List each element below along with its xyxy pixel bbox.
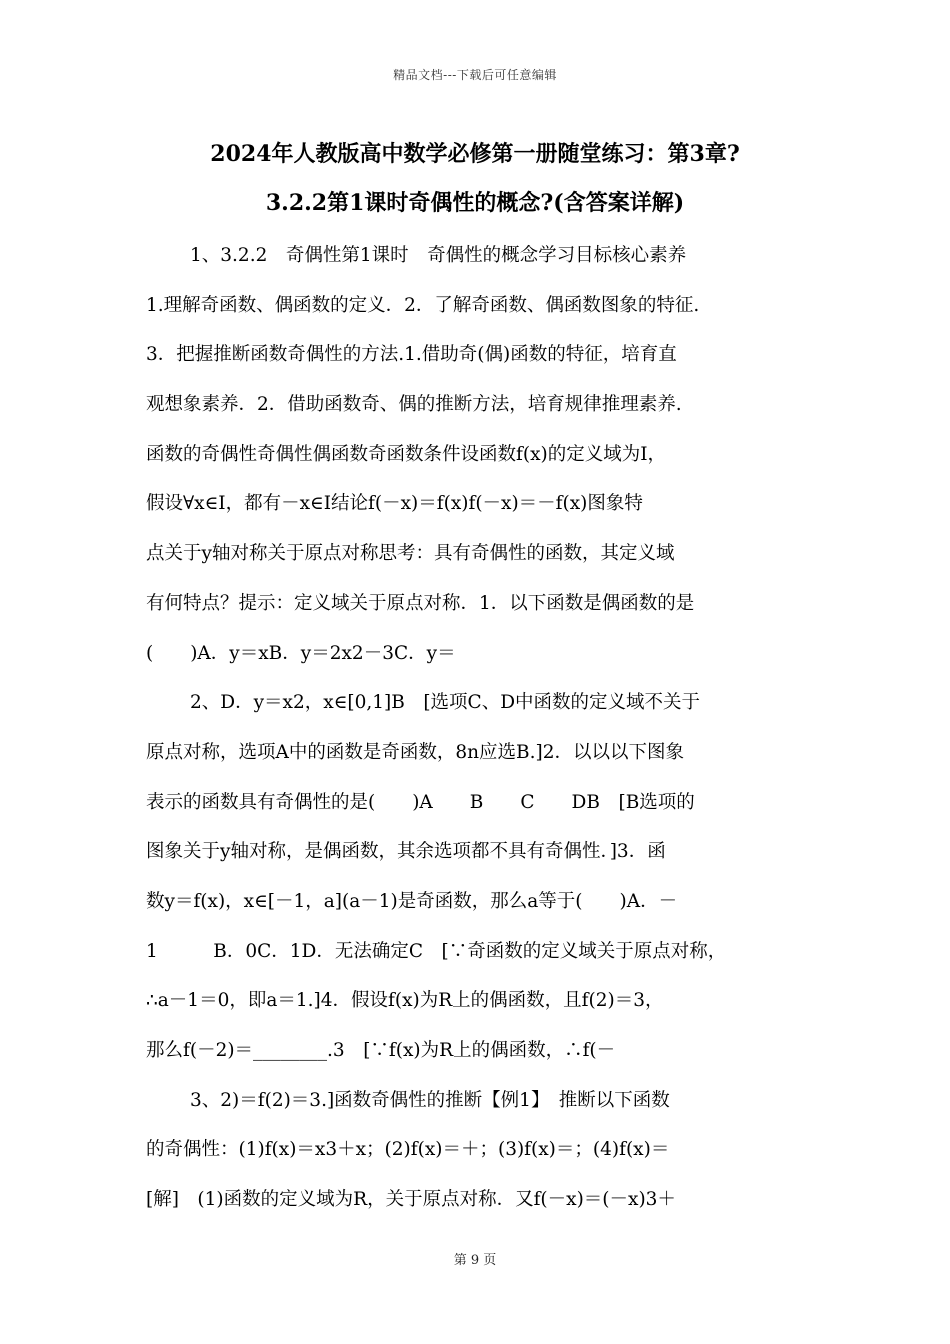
body-line: 点关于y轴对称关于原点对称思考：具有奇偶性的函数，其定义域 [146,543,675,565]
document-body [146,231,811,1225]
body-line: 的奇偶性：(1)f(x)＝x3＋x；(2)f(x)＝＋；(3)f(x)＝；(4)f(x)＝ [146,1139,670,1161]
body-line: 观想象素养．2．借助函数奇、偶的推断方法，培育规律推理素养. [146,394,682,416]
body-line: 那么f(－2)＝________.3 [∵f(x)为R上的偶函数，∴f(－ [146,1040,616,1061]
body-line: 数y＝f(x)，x∈[－1，a](a－1)是奇函数，那么a等于( )A．－ [146,890,678,912]
body-line: 2、D．y＝x2，x∈[0,1]B [选项C、D中函数的定义域不关于 [190,692,701,714]
body-line: 图象关于y轴对称，是偶函数，其余选项都不具有奇偶性．]3．函 [146,841,666,863]
body-line: ∴a－1＝0，即a＝1.]4．假设f(x)为R上的偶函数，且f(2)＝3， [146,990,664,1012]
body-line: 1.理解奇函数、偶函数的定义．2．了解奇函数、偶函数图象的特征. [146,294,700,316]
body-line: 1 B．0C．1D．无法确定C [∵奇函数的定义域关于原点对称， [146,940,727,962]
body-line: 3．把握推断函数奇偶性的方法.1.借助奇(偶)函数的特征，培育直 [146,344,677,366]
document-title-line-1: 2024年人教版高中数学必修第一册随堂练习：第3章? [210,141,740,167]
body-line: 函数的奇偶性奇偶性偶函数奇函数条件设函数f(x)的定义域为I， [146,443,667,465]
body-line: 1、3.2.2 奇偶性第1课时 奇偶性的概念学习目标核心素养 [190,245,687,266]
page-header: 精品文档---下载后可任意编辑 [393,68,557,82]
body-line: 3、2)＝f(2)＝3.]函数奇偶性的推断【例1】 推断以下函数 [190,1089,670,1111]
body-line: 表示的函数具有奇偶性的是( )A B C DB [B选项的 [146,791,695,813]
page-number: 第 9 页 [453,1253,497,1268]
document-title-line-2: 3.2.2第1课时奇偶性的概念?(含答案详解) [265,190,685,216]
body-line: [解] (1)函数的定义域为R，关于原点对称．又f(－x)＝(－x)3＋ [146,1189,676,1211]
body-line: ( )A．y＝xB．y＝2x2－3C．y＝ [146,642,456,664]
body-line: 假设∀x∈I，都有－x∈I结论f(－x)＝f(x)f(－x)＝－f(x)图象特 [146,493,643,515]
body-line: 有何特点？提示：定义域关于原点对称．1．以下函数是偶函数的是 [146,592,695,614]
body-line: 原点对称，选项A中的函数是奇函数，8n应选B.]2．以以以下图象 [146,741,685,763]
